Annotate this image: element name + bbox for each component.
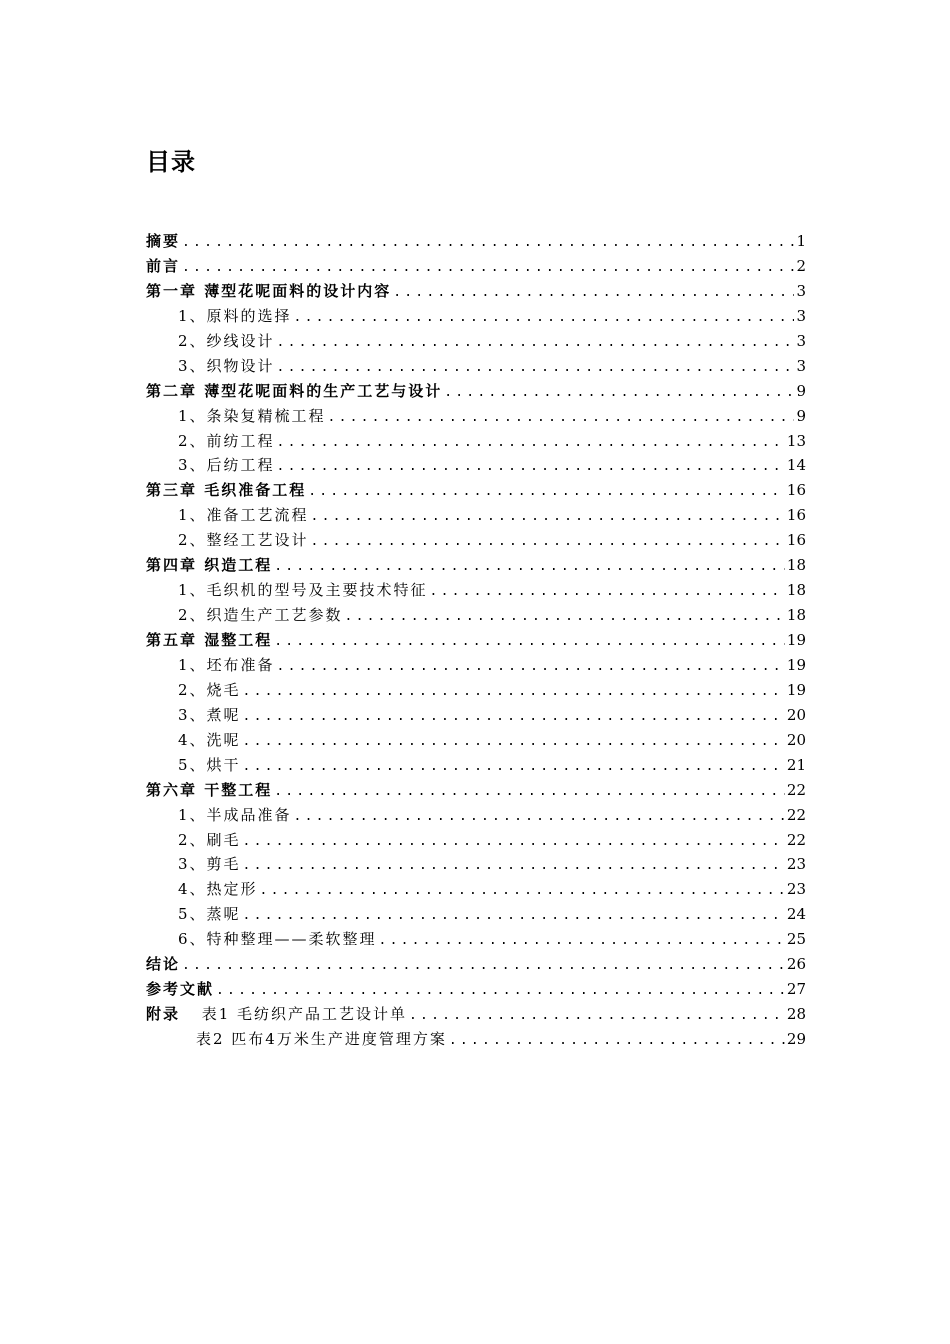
toc-label: 2、纱线设计 [178, 331, 275, 350]
dot-leader [277, 331, 795, 356]
toc-entry-section[interactable] [146, 703, 806, 728]
toc-entry-chapter-2[interactable] [146, 379, 806, 404]
toc-entry-section[interactable] [146, 578, 806, 603]
toc-entry-section[interactable] [146, 877, 806, 902]
dot-leader [182, 256, 794, 281]
toc-entry-section[interactable] [146, 354, 806, 379]
toc-entry-abstract[interactable] [146, 229, 806, 254]
dot-leader [308, 480, 785, 505]
toc-label: 6、特种整理——柔软整理 [178, 930, 377, 949]
toc-page-number: 3 [796, 306, 806, 325]
toc-label: 前言 [146, 256, 181, 275]
toc-entry-section[interactable] [146, 927, 806, 952]
toc-entry-chapter-1[interactable] [146, 279, 806, 304]
toc-page-number: 25 [786, 930, 806, 949]
toc-page-number: 22 [786, 780, 806, 799]
toc-page-number: 3 [796, 356, 806, 375]
toc-page-number: 3 [796, 331, 806, 350]
toc-label: 参考文献 [146, 980, 215, 999]
toc-label: 1、坯布准备 [178, 655, 275, 674]
toc-entry-chapter-5[interactable] [146, 628, 806, 653]
dot-leader [243, 705, 785, 730]
dot-leader [449, 1029, 785, 1054]
toc-entry-chapter-3[interactable] [146, 478, 806, 503]
toc-label: 1、半成品准备 [178, 805, 292, 824]
toc-page-number: 22 [786, 805, 806, 824]
toc-label: 2、织造生产工艺参数 [178, 606, 343, 625]
toc-page-number: 3 [796, 281, 806, 300]
toc-label: 3、织物设计 [178, 356, 275, 375]
dot-leader [294, 306, 795, 331]
appendix-label: 附录 [146, 1005, 181, 1024]
toc-label: 第六章 干整工程 [146, 780, 273, 799]
toc-entry-section[interactable] [146, 304, 806, 329]
toc-entry-section[interactable] [146, 404, 806, 429]
toc-entry-preface[interactable] [146, 254, 806, 279]
toc-entry-appendix-table-2[interactable] [146, 1027, 806, 1052]
toc-entry-references[interactable] [146, 977, 806, 1002]
toc-label [146, 1002, 407, 1027]
toc-entry-section[interactable] [146, 828, 806, 853]
toc-page-number: 16 [786, 481, 806, 500]
toc-label: 1、毛织机的型号及主要技术特征 [178, 581, 428, 600]
toc-entry-section[interactable] [146, 528, 806, 553]
appendix-table-1-label: 表1 毛纺织产品工艺设计单 [201, 1005, 408, 1024]
dot-leader [274, 780, 785, 805]
dot-leader [328, 406, 795, 431]
toc-entry-section[interactable] [146, 678, 806, 703]
dot-leader [345, 605, 785, 630]
toc-page-number: 23 [786, 855, 806, 874]
dot-leader [216, 979, 785, 1004]
toc-label: 2、整经工艺设计 [178, 531, 309, 550]
toc-entry-chapter-6[interactable] [146, 778, 806, 803]
toc-label: 3、煮呢 [178, 705, 241, 724]
toc-page-number: 14 [786, 456, 806, 475]
toc-page-number: 20 [786, 705, 806, 724]
toc-entry-section[interactable] [146, 803, 806, 828]
toc-page-number: 9 [796, 406, 806, 425]
toc-entry-section[interactable] [146, 603, 806, 628]
toc-label: 表2 匹布4万米生产进度管理方案 [196, 1030, 447, 1048]
toc-label: 第三章 毛织准备工程 [146, 481, 307, 500]
toc-label: 4、洗呢 [178, 730, 241, 749]
dot-leader [274, 555, 785, 580]
toc-label: 2、刷毛 [178, 830, 241, 849]
page-title: 目录 [146, 148, 196, 176]
dot-leader [182, 231, 794, 256]
dot-leader [379, 929, 785, 954]
dot-leader [277, 455, 785, 480]
toc-label: 摘要 [146, 232, 181, 250]
toc-entry-section[interactable] [146, 503, 806, 528]
toc-label: 1、条染复精梳工程 [178, 406, 326, 425]
dot-leader [294, 805, 785, 830]
toc-entry-section[interactable] [146, 753, 806, 778]
toc-page-number: 1 [796, 232, 806, 250]
toc-label: 4、热定形 [178, 880, 258, 899]
dot-leader [243, 730, 785, 755]
toc-entry-section[interactable] [146, 728, 806, 753]
dot-leader [311, 530, 785, 555]
dot-leader [277, 356, 795, 381]
toc-entry-section[interactable] [146, 852, 806, 877]
toc-page-number: 26 [786, 955, 806, 974]
dot-leader [409, 1004, 785, 1029]
toc-entry-section[interactable] [146, 902, 806, 927]
table-of-contents [146, 229, 806, 1052]
dot-leader [243, 830, 785, 855]
toc-label: 第四章 织造工程 [146, 556, 273, 575]
toc-entry-section[interactable] [146, 429, 806, 454]
toc-page-number: 20 [786, 730, 806, 749]
toc-label: 5、蒸呢 [178, 905, 241, 924]
dot-leader [393, 281, 794, 306]
toc-label: 5、烘干 [178, 755, 241, 774]
toc-label: 3、剪毛 [178, 855, 241, 874]
dot-leader [430, 580, 785, 605]
dot-leader [274, 630, 785, 655]
toc-page-number: 16 [786, 531, 806, 550]
dot-leader [444, 381, 794, 406]
toc-page-number: 19 [786, 631, 806, 649]
toc-page-number: 18 [786, 606, 806, 625]
toc-page-number: 21 [786, 755, 806, 774]
dot-leader [243, 680, 785, 705]
dot-leader [182, 954, 785, 979]
toc-page-number: 16 [786, 506, 806, 525]
toc-page-number: 19 [786, 680, 806, 699]
dot-leader [260, 879, 785, 904]
toc-page-number: 18 [786, 556, 806, 575]
dot-leader [243, 755, 785, 780]
toc-page-number: 9 [796, 381, 806, 400]
toc-page-number: 22 [786, 830, 806, 849]
toc-entry-section[interactable] [146, 453, 806, 478]
toc-label: 第二章 薄型花呢面料的生产工艺与设计 [146, 381, 443, 400]
toc-entry-chapter-4[interactable] [146, 553, 806, 578]
toc-page-number: 24 [786, 905, 806, 924]
toc-page-number: 2 [796, 256, 806, 275]
toc-page-number: 13 [786, 431, 806, 450]
toc-page-number: 23 [786, 880, 806, 899]
toc-page-number: 28 [786, 1005, 806, 1024]
toc-page-number: 27 [786, 980, 806, 999]
dot-leader [311, 505, 785, 530]
toc-page-number: 29 [786, 1030, 806, 1048]
toc-label: 1、原料的选择 [178, 306, 292, 325]
toc-entry-section[interactable] [146, 329, 806, 354]
toc-label: 2、前纺工程 [178, 431, 275, 450]
toc-label: 3、后纺工程 [178, 456, 275, 475]
dot-leader [277, 431, 785, 456]
toc-entry-section[interactable] [146, 653, 806, 678]
toc-page-number: 19 [786, 655, 806, 674]
dot-leader [243, 854, 785, 879]
toc-entry-conclusion[interactable] [146, 952, 806, 977]
toc-label: 第一章 薄型花呢面料的设计内容 [146, 281, 392, 300]
dot-leader [243, 904, 785, 929]
toc-label: 2、烧毛 [178, 680, 241, 699]
toc-label: 第五章 湿整工程 [146, 631, 273, 649]
toc-label: 1、准备工艺流程 [178, 506, 309, 525]
dot-leader [277, 655, 785, 680]
toc-entry-appendix[interactable] [146, 1002, 806, 1027]
toc-page-number: 18 [786, 581, 806, 600]
toc-label: 结论 [146, 955, 181, 974]
